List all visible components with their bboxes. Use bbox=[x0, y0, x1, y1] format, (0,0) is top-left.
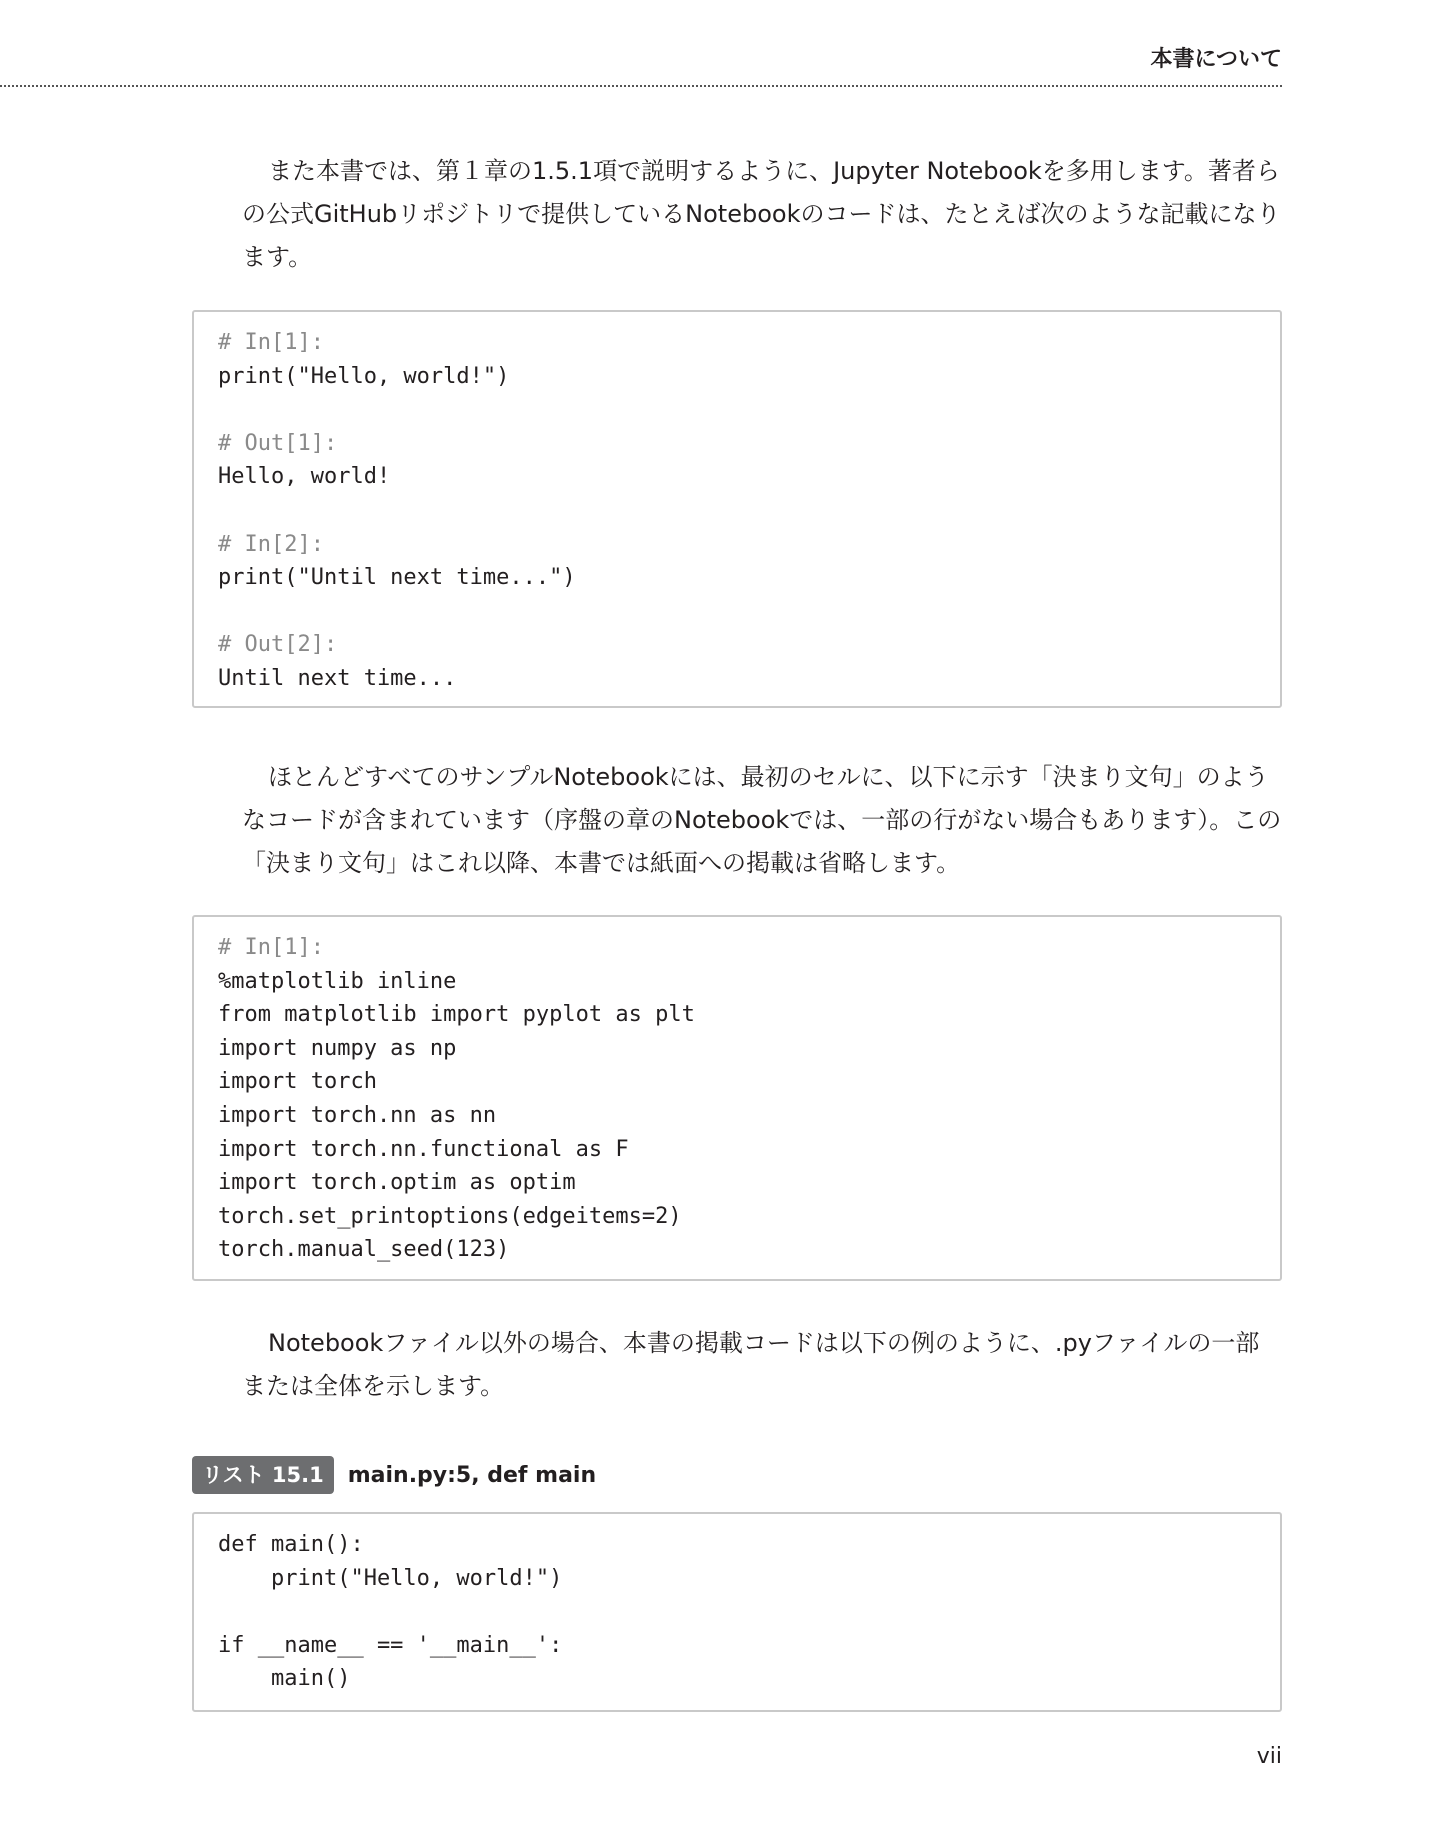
code-line: import torch.optim as optim bbox=[218, 1170, 576, 1196]
code-line bbox=[218, 494, 1256, 528]
boilerplate-paragraph: ほとんどすべてのサンプルNotebookには、最初のセルに、以下に示す「決まり文句」のようなコードが含まれています（序盤の章のNotebookでは、一部の行がない場合もあります）。この「決まり文句」はこれ以降、本書では紙面への掲載は省略します。 bbox=[242, 763, 1282, 877]
code-line: main() bbox=[218, 1666, 351, 1692]
listing-title: main.py:5, def main bbox=[347, 1462, 597, 1488]
code-line: torch.set_printoptions(edgeitems=2) bbox=[218, 1203, 682, 1229]
code-line: # In[2]: bbox=[218, 531, 324, 557]
code-line: # Out[2]: bbox=[218, 632, 338, 658]
code-line: def main(): bbox=[218, 1532, 364, 1557]
code-line: from matplotlib import pyplot as plt bbox=[218, 1002, 695, 1028]
code-line: %matplotlib inline bbox=[218, 968, 457, 994]
listing-code-block bbox=[192, 1512, 1282, 1712]
code-line: torch.manual_seed(123) bbox=[218, 1237, 510, 1263]
code-line: print("Until next time...") bbox=[218, 565, 576, 591]
code-line: import numpy as np bbox=[218, 1035, 457, 1061]
code-line: import torch.nn.functional as F bbox=[218, 1136, 629, 1162]
code-line: # In[1]: bbox=[218, 935, 324, 960]
code-line: print("Hello, world!") bbox=[218, 1565, 563, 1591]
header-dotted-rule bbox=[0, 85, 1282, 87]
page-number: vii bbox=[1256, 1744, 1282, 1769]
boilerplate-code-block bbox=[192, 915, 1282, 1281]
listing-number-badge: リスト 15.1 bbox=[192, 1456, 334, 1494]
notebook-code-block bbox=[192, 310, 1282, 708]
code-line: import torch.nn as nn bbox=[218, 1102, 497, 1128]
code-line: Hello, world! bbox=[218, 464, 391, 490]
code-line: print("Hello, world!") bbox=[218, 363, 510, 389]
listing-caption bbox=[192, 1456, 596, 1494]
py-file-paragraph: Notebookファイル以外の場合、本書の掲載コードは以下の例のように、.pyファイルの一部または全体を示します。 bbox=[242, 1329, 1260, 1400]
code-line bbox=[218, 1595, 1256, 1629]
code-line: Until next time... bbox=[218, 665, 457, 691]
code-line: if __name__ == '__main__': bbox=[218, 1632, 563, 1658]
intro-paragraph: また本書では、第１章の1.5.1項で説明するように、Jupyter Notebookを多用します。著者らの公式GitHubリポジトリで提供しているNotebookのコードは、たとえば次のような記載になります。 bbox=[242, 157, 1281, 271]
code-line bbox=[218, 393, 1256, 427]
running-header-title: 本書について bbox=[1150, 47, 1282, 72]
code-line: # In[1]: bbox=[218, 330, 324, 355]
code-line: import torch bbox=[218, 1069, 377, 1095]
code-line bbox=[218, 595, 1256, 629]
code-line: # Out[1]: bbox=[218, 430, 338, 456]
